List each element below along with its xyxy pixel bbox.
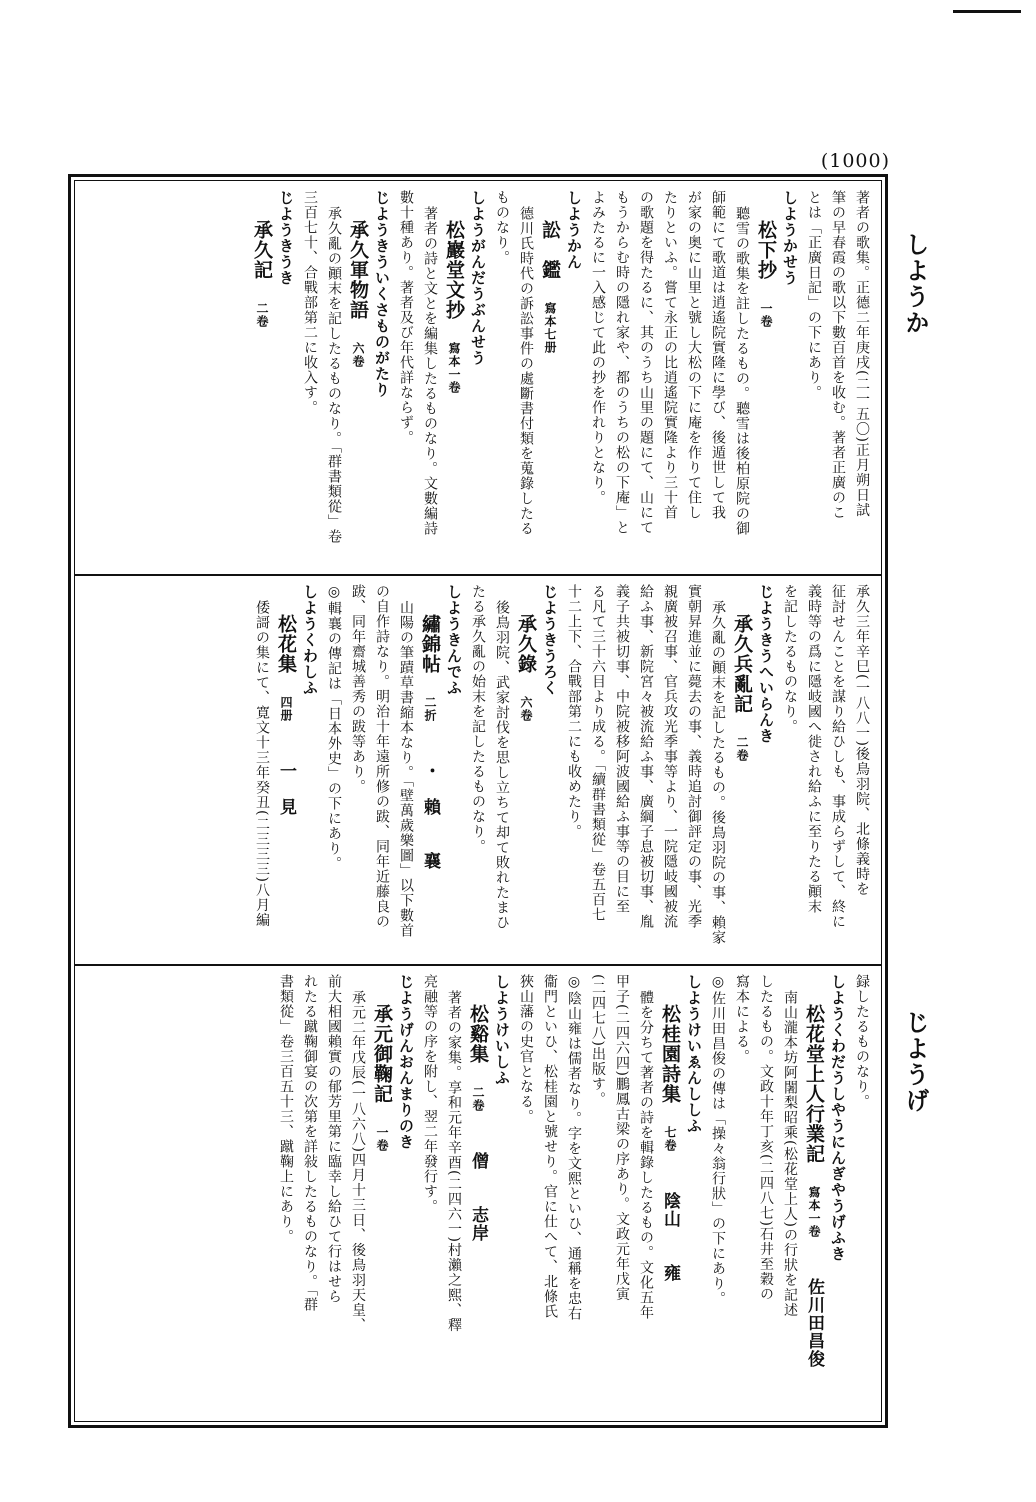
entry-title: 松桂園詩集 [659, 1004, 681, 1104]
body-text-line: 倭謌の集にて、寛文十三年癸丑(二三三三)八月編 [254, 600, 270, 928]
entry-reading: しようくわしふ [301, 584, 319, 696]
body-text-line: 寫本による。 [734, 974, 750, 1064]
entry-title-line [538, 190, 562, 568]
entry-title: 訟 鑑 [539, 220, 561, 280]
body-text-line: 征討せんことを謀り給ひしも、事成らずして、終に [830, 584, 846, 929]
entry-volumes: 一卷 [375, 1126, 389, 1152]
entry-author: 一 見 [276, 762, 296, 816]
entry-author: 陰山 雍 [660, 1192, 680, 1282]
section-top [82, 190, 874, 568]
body-text-line: 承久三年辛巳(一八八一)後鳥羽院、北條義時を [854, 584, 870, 897]
entry-title-line [730, 584, 754, 956]
body-text-line: 給ふ事、新院宮々被流給ふ事、廣綱子息被切事、胤 [638, 584, 654, 929]
body-text-line: 著者の家集。享和元年辛酉(二四六一)村瀨之熙、釋 [446, 990, 462, 1333]
entry-author: 佐川田昌俊 [804, 1278, 824, 1368]
entry-title: 承久軍物語 [347, 220, 369, 320]
entry-reading: じようげんおんまりのき [397, 974, 415, 1150]
body-text-line: 承久亂の顚末を記したるもの。後鳥羽院の事、賴家 [710, 600, 726, 945]
body-text-line: ◎佐川田昌俊の傳は「操々翁行狀」の下にあり。 [710, 974, 726, 1306]
body-text-line: 著者の詩と文とを編集したるものなり。文數編詩 [422, 206, 438, 536]
entry-title: 承久記 [251, 220, 273, 280]
body-text-line: 師範にて歌道は逍遙院實隆に學び、後遁世して我 [710, 190, 726, 520]
entry-volumes: 二卷 [255, 302, 269, 328]
body-text-line: (二四七八)出版す。 [590, 974, 606, 1107]
body-text-line: 承元二年戊辰(一八六八)四月十三日、後鳥羽天皇、 [350, 990, 366, 1333]
body-text-line: 録したるものなり。 [854, 974, 870, 1109]
page-number: (1000) [820, 150, 890, 172]
body-text-line: が家の奥に山里と號し大松の下に庵を作りて住し [686, 190, 702, 520]
entry-title: 松下抄 [755, 220, 777, 280]
body-text-line: 三百七十、合戰部第二に收入す。 [302, 190, 318, 415]
entry-volumes: 一卷 [759, 302, 773, 328]
body-text-line: 數十種あり。著者及び年代詳ならず。 [398, 190, 414, 445]
entry-reading: しようがんだうぶんせう [469, 190, 487, 366]
entry-title-line [466, 974, 490, 1414]
entry-title-line [754, 190, 778, 568]
body-text-line: とは「正廣日記」の下にあり。 [806, 190, 822, 400]
body-text-line: たる承久亂の始末を記したるものなり。 [470, 584, 486, 854]
body-text-line: 山陽の筆蹟草書縮本なり。「壁萬歲樂圖」以下數首 [398, 600, 414, 938]
body-text-line: したるもの。文政十年丁亥(二四八七)石井至穀の [758, 974, 774, 1302]
body-text-line: 前大相國賴實の郁芳里第に臨幸し給ひて行はせら [326, 974, 342, 1304]
entry-volumes: 二折 [423, 696, 437, 722]
body-text-line: 義子共被切事、中院被移阿波國給ふ事等の目に至 [614, 584, 630, 914]
entry-title: 松巖堂文抄 [443, 220, 465, 320]
section-middle [82, 584, 874, 956]
entry-title-line [514, 584, 538, 956]
body-text-line: 甲子(二四六四)鵬鳳古梁の序あり。文政元年戊寅 [614, 974, 630, 1302]
body-text-line: 體を分ちて著者の詩を輯錄したるもの。文化五年 [638, 990, 654, 1320]
body-text-line: 南山瀧本坊阿闍梨昭乘(松花堂上人)の行狀を記述 [782, 990, 798, 1318]
entry-reading: じようきうろく [541, 584, 559, 696]
body-text-line: 承久亂の顚末を記したるものなり。「群書類從」卷 [326, 206, 342, 544]
entry-volumes: 六卷 [351, 342, 365, 368]
running-header-bottom: じようげ [901, 1010, 930, 1114]
entry-title: 承久錄 [515, 614, 537, 674]
entry-volumes: 寫本七册 [543, 302, 557, 354]
body-text-line: ◎輯襄の傳記は「日本外史」の下にあり。 [326, 584, 342, 871]
entry-reading: しようけいゑんししふ [685, 974, 703, 1134]
body-text-line: の歌題を得たるに、其のうち山里の題にて、山にて [638, 190, 654, 535]
entry-title-line [346, 190, 370, 568]
entry-volumes: 六卷 [519, 696, 533, 722]
entry-volumes: 二卷 [735, 736, 749, 762]
entry-author: ・ 賴 襄 [420, 762, 440, 870]
entry-title-line [250, 190, 274, 568]
entry-volumes: 四册 [279, 696, 293, 722]
running-header-top: しようか [901, 232, 930, 336]
entry-reading: しようきんでふ [445, 584, 463, 696]
body-text-line: 義時等の爲に隱岐國へ徙され給ふに至りたる顚末 [806, 584, 822, 914]
body-text-line: 衞門といひ、松桂園と號せり。官に仕へて、北條氏 [542, 974, 558, 1319]
entry-volumes: 七卷 [663, 1126, 677, 1152]
body-text-line: 親廣被召事、官兵攻光季事等より、一院隱岐國被流 [662, 584, 678, 929]
entry-title-line [418, 584, 442, 956]
entry-reading: しようかせう [781, 190, 799, 286]
body-text-line: もうからむ時の隱れ家や、都のうちの松の下庵」と [614, 190, 630, 535]
body-text-line: 後鳥羽院、武家討伐を思し立ちて却て敗れたまひ [494, 600, 510, 930]
entry-volumes: 二卷 [471, 1086, 485, 1112]
body-text-line: 書類從」卷三百五十三、蹴鞠上にあり。 [278, 974, 294, 1244]
entry-title: 松花堂上人行業記 [803, 1004, 825, 1164]
body-text-line: 十二上下、合戰部第二にも收めたり。 [566, 584, 582, 839]
body-text-line: ◎陰山雍は儒者なり。字を文熙といひ、通稱を忠右 [566, 974, 582, 1321]
body-text-line: 亮融等の序を附し、翌二年發行す。 [422, 974, 438, 1214]
body-text-line: 實朝昇進並に薨去の事、義時追討御評定の事、光季 [686, 584, 702, 929]
entry-reading: じようきうき [277, 190, 295, 286]
body-text-line: を記したるものなり。 [782, 584, 798, 734]
body-text-line: 筆の早春霞の歌以下數百首を收む。著者正廣のこ [830, 190, 846, 520]
entry-title-line [658, 974, 682, 1414]
body-text-line: る凡て三十六目より成る。「續群書類從」卷五百七 [590, 584, 606, 922]
entry-reading: じようきうへいらんき [757, 584, 775, 744]
body-text-line: の自作詩なり。明治十年遠所修の跋、同年近藤良の [374, 584, 390, 929]
entry-reading: しようくわだうしやうにんぎやうげふき [829, 974, 847, 1262]
entry-title: 松谿集 [467, 1004, 489, 1064]
body-text-line: 跋、同年齋城善秀の跋等あり。 [350, 584, 366, 794]
entry-author: 僧 志岸 [468, 1152, 488, 1242]
body-text-line: 著者の歌集。正德二年庚戌(二一五〇)正月朔日試 [854, 190, 870, 518]
top-margin-rule [953, 10, 1021, 13]
entry-title: 繡錦帖 [419, 614, 441, 674]
body-text-line: よみたるに一入感じて此の抄を作れりとなり。 [590, 190, 606, 505]
entry-title: 承久兵亂記 [731, 614, 753, 714]
body-text-line: 聽雪の歌集を註したるもの。聽雪は後柏原院の御 [734, 206, 750, 536]
body-text-line: たりといふ。嘗て永正の比逍遙院實隆より三十首 [662, 190, 678, 520]
section-divider-2 [74, 964, 882, 966]
entry-title-line [370, 974, 394, 1414]
section-divider-1 [74, 574, 882, 576]
entry-title-line [802, 974, 826, 1414]
entry-title: 松花集 [275, 614, 297, 674]
body-text-line: ものなり。 [494, 190, 510, 265]
body-text-line: れたる蹴鞠御宴の次第を詳敍したるものなり。「群 [302, 974, 318, 1312]
entry-reading: しようかん [565, 190, 583, 270]
entry-reading: しようけいしふ [493, 974, 511, 1086]
body-text-line: 德川氏時代の訴訟事件の處斷書付類を蒐錄したる [518, 206, 534, 536]
entry-volumes: 寫本一卷 [447, 342, 461, 394]
entry-title-line [442, 190, 466, 568]
body-text-line: 狹山藩の史官となる。 [518, 974, 534, 1124]
section-bottom [82, 974, 874, 1414]
entry-reading: じようきういくさものがたり [373, 190, 391, 398]
entry-volumes: 寫本一卷 [807, 1186, 821, 1238]
entry-title-line [274, 584, 298, 956]
entry-title: 承元御鞠記 [371, 1004, 393, 1104]
